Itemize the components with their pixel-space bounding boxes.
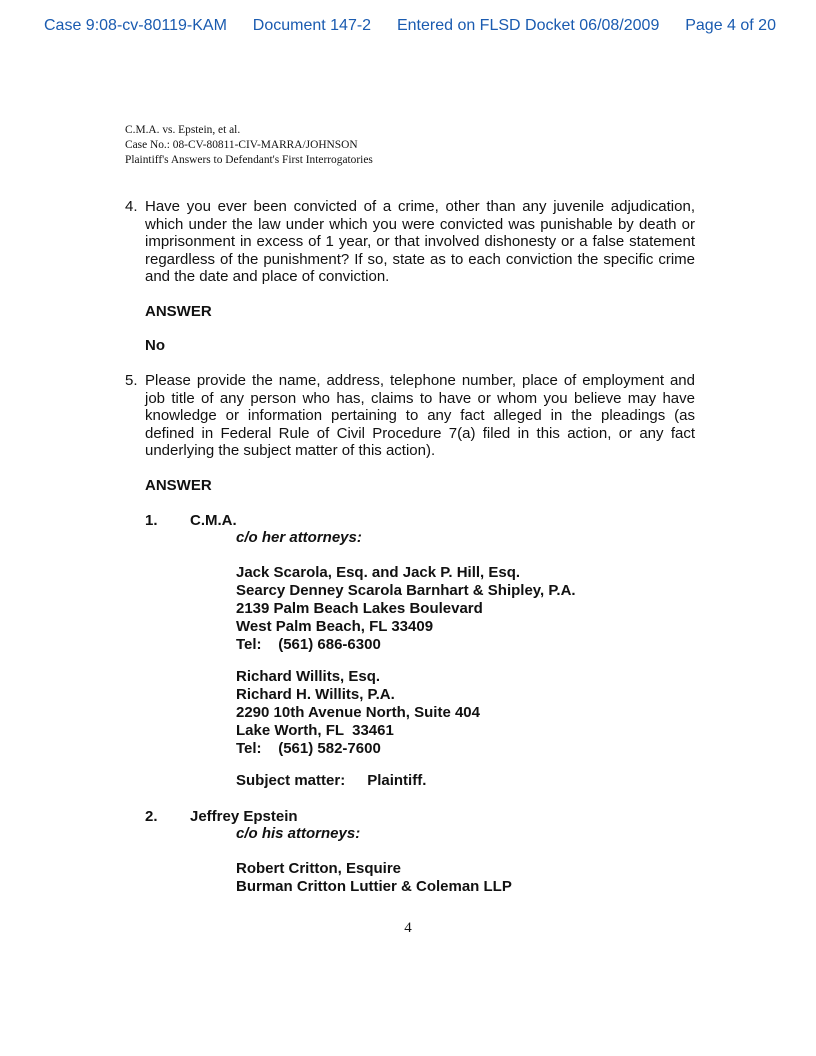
- attorney-firm: Richard H. Willits, P.A.: [236, 686, 395, 703]
- attorney-phone: Tel: (561) 582-7600: [236, 740, 381, 757]
- witness-care-of: c/o her attorneys:: [236, 529, 362, 546]
- attorney-street: 2290 10th Avenue North, Suite 404: [236, 704, 480, 721]
- interrogatory-number: 4.: [125, 198, 138, 215]
- subject-label: Subject matter:: [236, 772, 346, 789]
- attorney-phone: Tel: (561) 686-6300: [236, 636, 381, 653]
- caption-title: Plaintiff's Answers to Defendant's First Interrogatories: [125, 154, 373, 166]
- interrogatory-text: Have you ever been convicted of a crime, other than any juvenile adjudication, which under the law under which you were convicted was punishable by death or imprisonment in excess of 1 year, or that involved dishonesty or a false statement regardless of the punishment? If so, state as to each conviction the specific crime and the date and place of conviction.: [145, 198, 695, 285]
- answer-label: ANSWER: [145, 477, 212, 494]
- attorney-name: Richard Willits, Esq.: [236, 668, 381, 685]
- witness-number: 1.: [145, 512, 158, 529]
- case-caption: [125, 123, 373, 168]
- docket-entry: Entered on FLSD Docket 06/08/2009: [396, 17, 660, 34]
- witness-care-of: c/o his attorneys:: [236, 825, 361, 842]
- court-filing-stamp: [44, 17, 776, 35]
- witness-name: C.M.A.: [190, 512, 237, 529]
- attorney-street: 2139 Palm Beach Lakes Boulevard: [236, 600, 483, 617]
- attorney-block: [236, 860, 512, 896]
- witness-name: Jeffrey Epstein: [190, 808, 298, 825]
- interrogatory-5: [125, 372, 695, 460]
- attorney-city: Lake Worth, FL 33461: [236, 722, 394, 739]
- interrogatory-number: 5.: [125, 372, 138, 389]
- attorney-name: Robert Critton, Esquire: [236, 860, 402, 877]
- caption-parties: C.M.A. vs. Epstein, et al.: [125, 124, 241, 136]
- answer-text: No: [145, 337, 165, 354]
- subject-matter: [236, 772, 426, 789]
- interrogatory-4: [125, 198, 695, 286]
- attorney-name: Jack Scarola, Esq. and Jack P. Hill, Esq.: [236, 564, 521, 581]
- attorney-city: West Palm Beach, FL 33409: [236, 618, 434, 635]
- attorney-block: [236, 668, 480, 758]
- answer-label: ANSWER: [145, 303, 212, 320]
- page-indicator: Page 4 of 20: [685, 17, 776, 34]
- case-number: Case 9:08-cv-80119-KAM: [44, 17, 227, 34]
- attorney-block: [236, 564, 576, 654]
- caption-case-no: Case No.: 08-CV-80811-CIV-MARRA/JOHNSON: [125, 139, 358, 151]
- document-number: Document 147-2: [252, 17, 372, 34]
- interrogatory-text: Please provide the name, address, telephone number, place of employment and job title of any person who has, claims to have or whom you believe may have knowledge or information pertaining to any fact alleged in the pleadings (as defined in Federal Rule of Civil Procedure 7(a) filed in this action, or any fact underlying the subject matter of this action).: [145, 372, 695, 459]
- subject-value: Plaintiff.: [367, 772, 427, 789]
- attorney-firm: Searcy Denney Scarola Barnhart & Shipley, P.A.: [236, 582, 576, 599]
- page-number: 4: [404, 920, 412, 936]
- attorney-firm: Burman Critton Luttier & Coleman LLP: [236, 878, 512, 895]
- witness-number: 2.: [145, 808, 158, 825]
